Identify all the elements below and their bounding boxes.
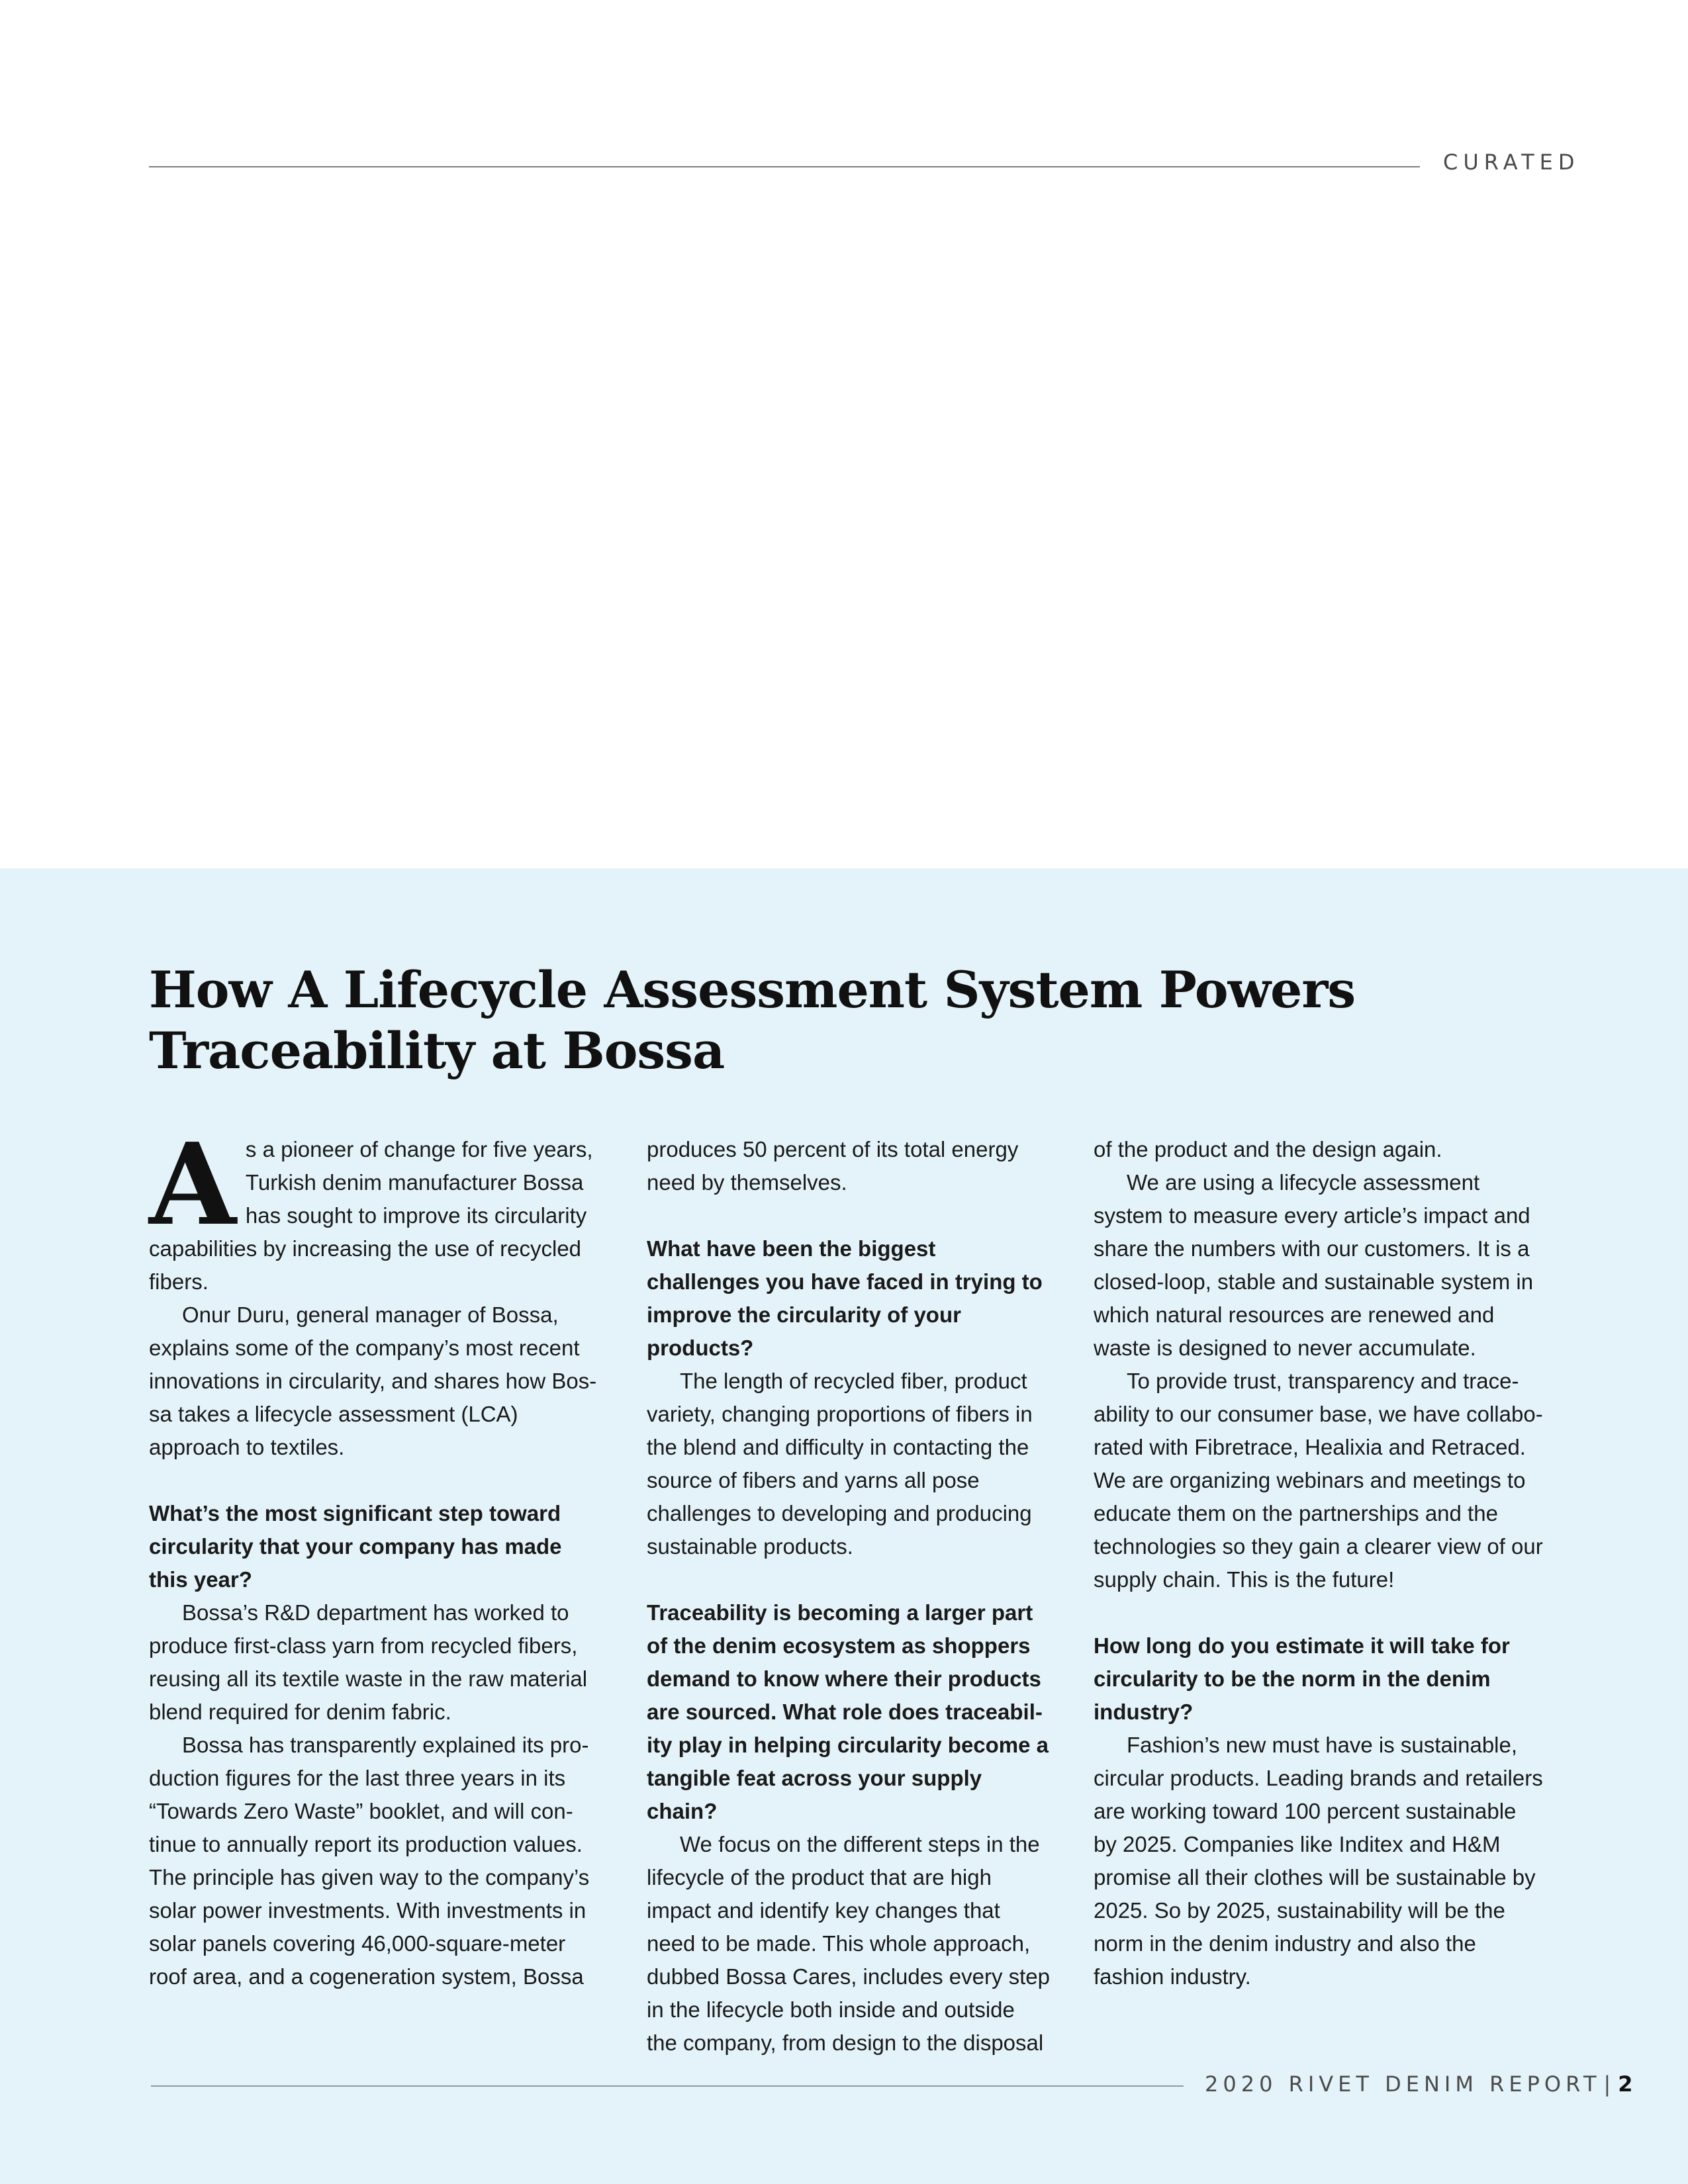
footer-rule — [151, 2085, 1184, 2087]
page-number: 2 — [1618, 2071, 1633, 2097]
article-column-1 — [149, 1118, 599, 1993]
section-label: CURATED — [1443, 150, 1580, 175]
body-paragraph: of the product and the design again. — [1094, 1137, 1442, 1161]
body-paragraph: Onur Duru, general manager of Bossa, explains some of the company’s most recent innovations in circularity, and shares how Bos-sa takes a lifecycle assessment (LCA) approach to textiles. — [149, 1302, 597, 1459]
interview-question: How long do you estimate it will take for circularity to be the norm in the denim industry? — [1094, 1633, 1510, 1724]
article-column-2 — [647, 1133, 1051, 2060]
body-paragraph: Fashion’s new must have is sustainable, circular products. Leading brands and retailers are working toward 100 percent sustainable by 2025. Companies like Inditex and H&M promise all their clothes will be sustainable by 2025. So by 2025, sustainability will be the norm in the denim industry and also the fashion industry. — [1094, 1733, 1543, 1989]
article-title: How A Lifecycle Assessment System Powers Traceability at Bossa — [149, 960, 1356, 1080]
body-paragraph: We are using a lifecycle assessment system to measure every article’s impact and share the numbers with our customers. It is a closed-loop, stable and sustainable system in which natural resources are renewed and waste is designed to never accumulate. — [1094, 1170, 1534, 1360]
intro-text: s a pioneer of change for five years, Turkish denim manufacturer Bossa has sought to improve its circularity capabilities by increasing the use of recycled fibers. — [149, 1137, 593, 1294]
footer-separator: | — [1603, 2071, 1616, 2097]
body-paragraph: produces 50 percent of its total energy need by themselves. — [647, 1137, 1019, 1195]
interview-question: Traceability is becoming a larger part of the denim ecosystem as shoppers demand to know where their products are sourced. What role does traceabil-ity play in helping circularity become a tangible feat across your supply chain? — [647, 1600, 1049, 1823]
intro-paragraph — [149, 1118, 599, 1298]
body-paragraph: We focus on the different steps in the lifecycle of the product that are high impact and identify key changes that need to be made. This whole approach, dubbed Bossa Cares, includes every step in the lifecycle both inside and outside the company, from design to the disposal — [647, 1832, 1051, 2055]
report-name: 2020 RIVET DENIM REPORT — [1205, 2071, 1601, 2097]
page-footer — [1205, 2071, 1633, 2097]
interview-question: What’s the most significant step toward circularity that your company has made this year? — [149, 1501, 562, 1592]
header-rule — [149, 166, 1420, 167]
body-paragraph: To provide trust, transparency and trace-ability to our consumer base, we have collabo-rated with Fibretrace, Healixia and Retraced. We are organizing webinars and meetings to educate them on the partnerships and the technologies so they gain a clearer view of our supply chain. This is the future! — [1094, 1369, 1543, 1592]
interview-question: What have been the biggest challenges you have faced in trying to improve the circularity of your products? — [647, 1236, 1043, 1360]
drop-cap: A — [149, 1118, 236, 1251]
body-paragraph: The length of recycled fiber, product variety, changing proportions of fibers in the blend and difficulty in contacting the source of fibers and yarns all pose challenges to developing and producing sustainable products. — [647, 1369, 1033, 1559]
body-paragraph: Bossa has transparently explained its pro-duction figures for the last three years in its “Towards Zero Waste” booklet, and will con-tinue to annually report its production values. The principle has given way to the company’s solar power investments. With investments in solar panels covering 46,000-square-meter roof area, and a cogeneration system, Bossa — [149, 1733, 590, 1989]
body-paragraph: Bossa’s R&D department has worked to produce first-class yarn from recycled fibers, reusing all its textile waste in the raw material blend required for denim fabric. — [149, 1600, 588, 1724]
article-column-3 — [1094, 1133, 1544, 1993]
